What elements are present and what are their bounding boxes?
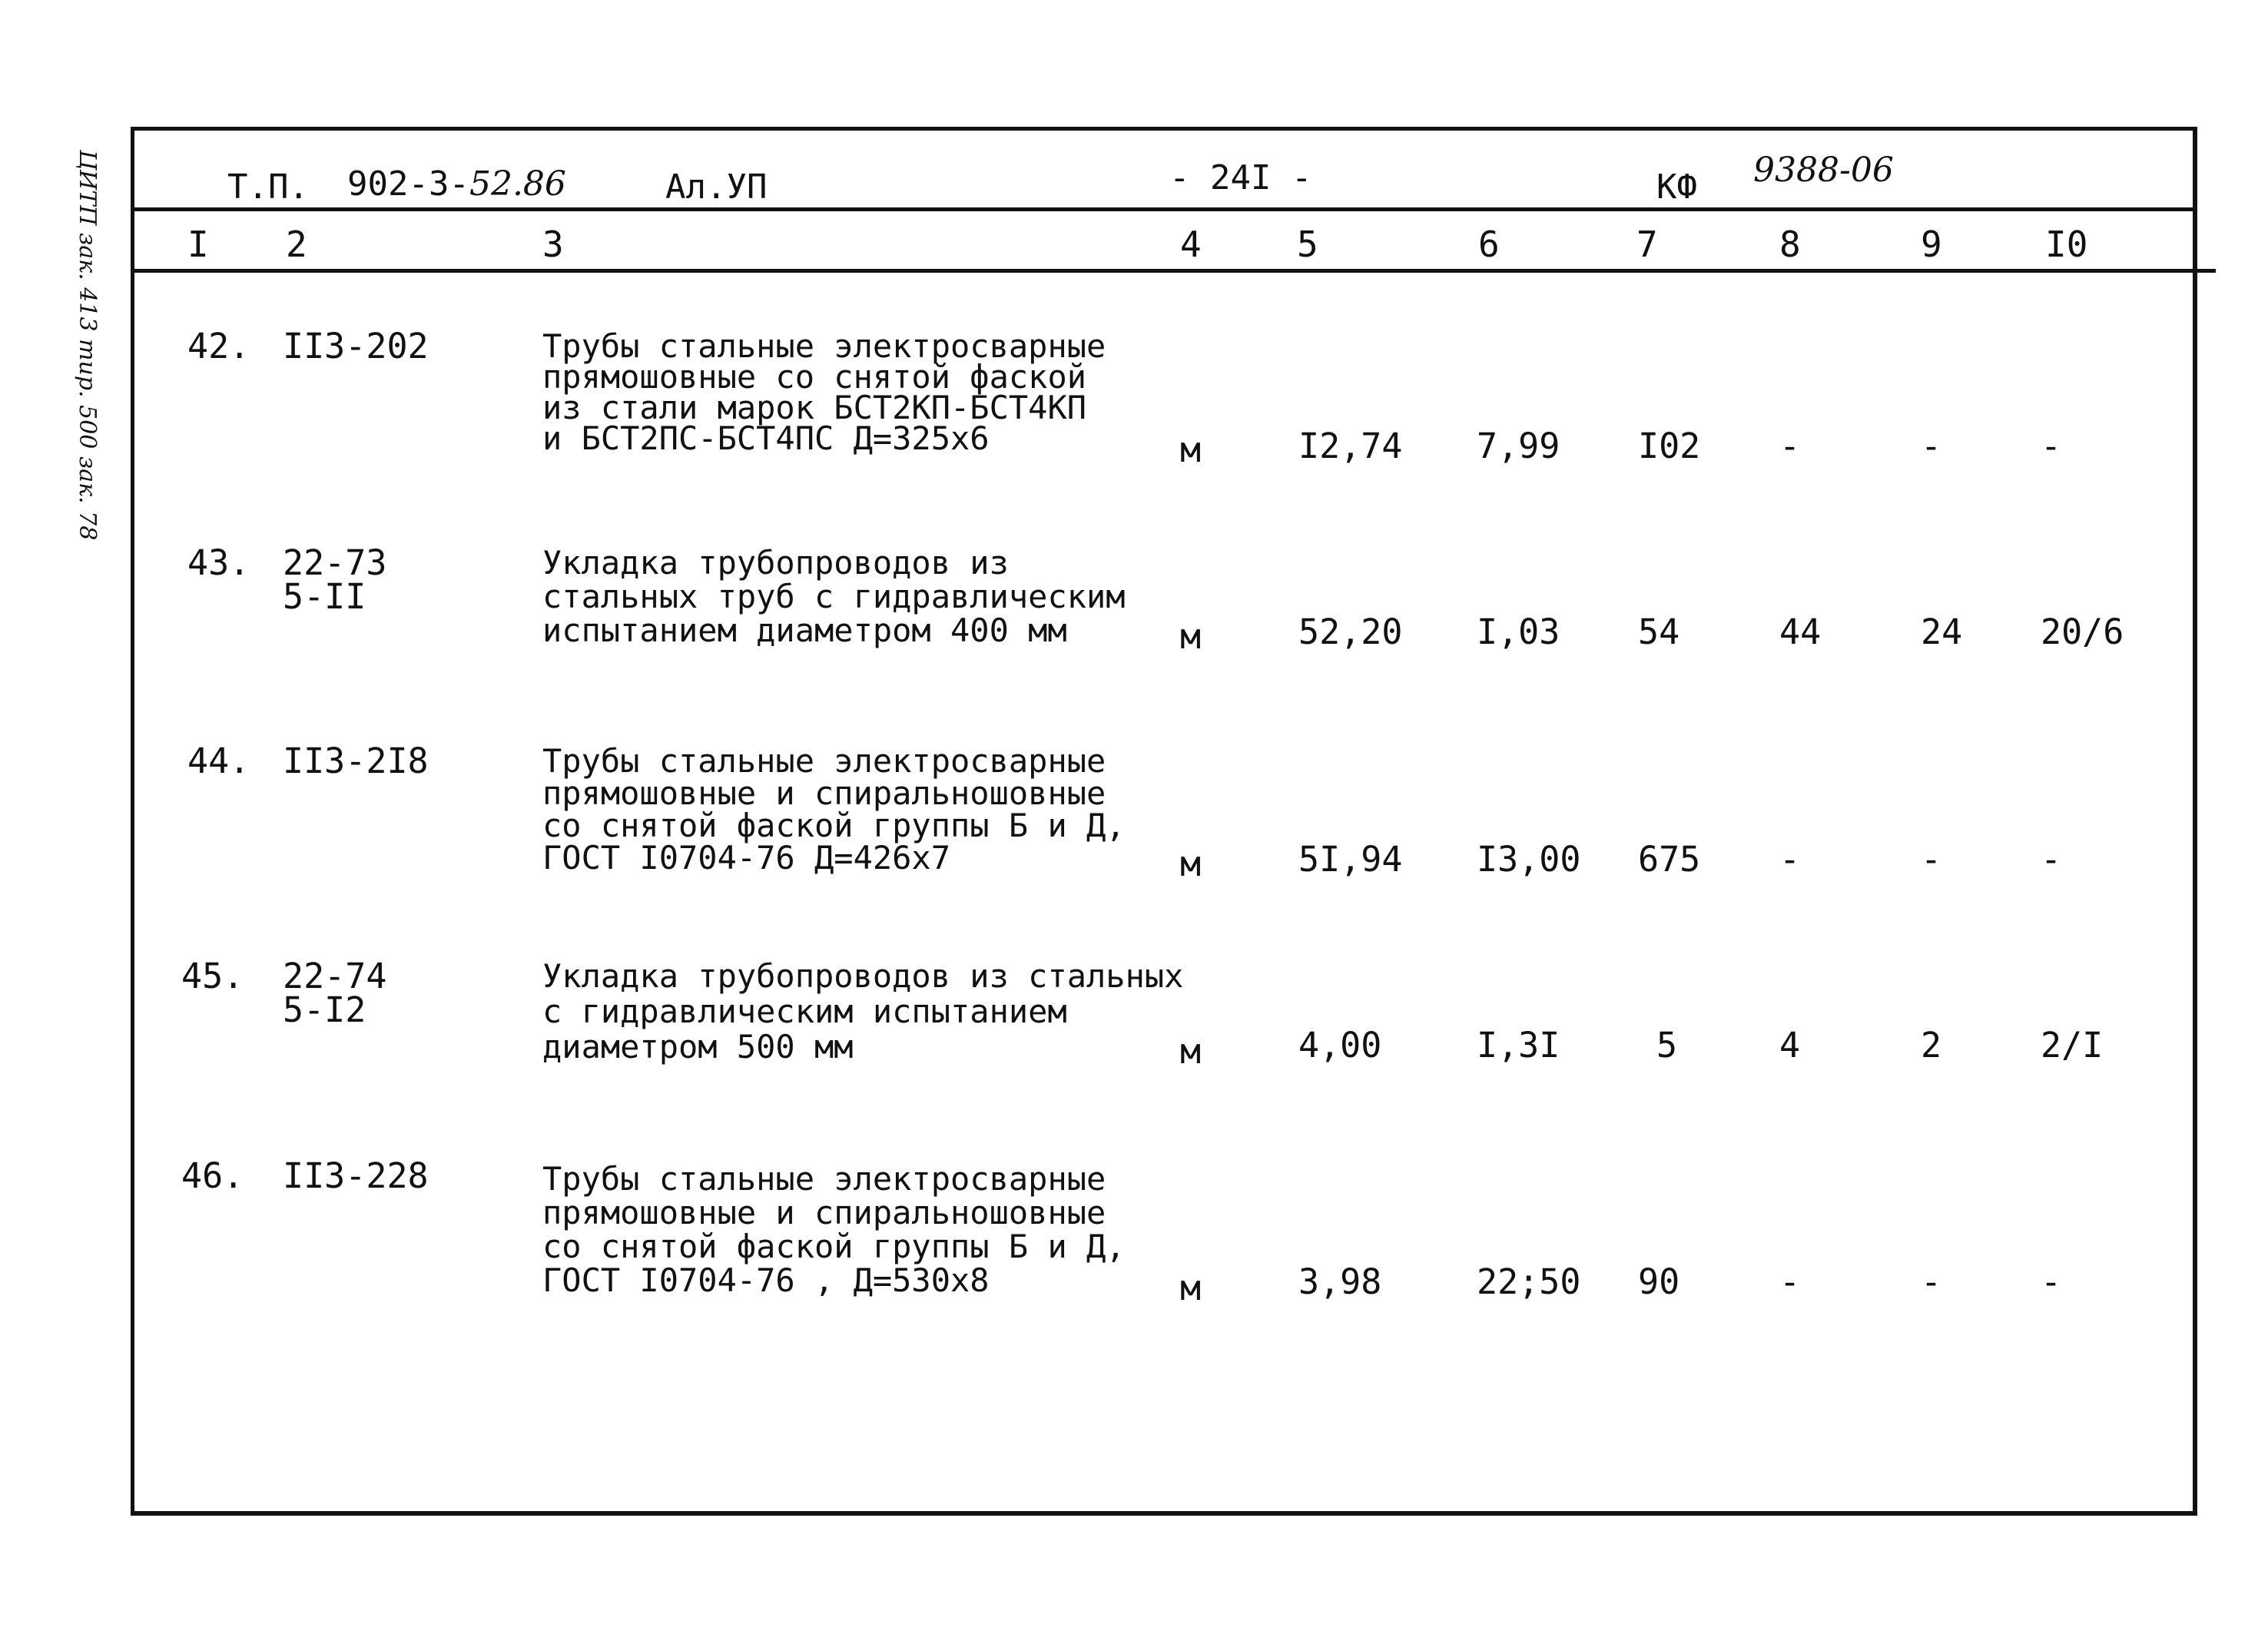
row-description-line: Укладка трубопроводов из xyxy=(542,544,1009,582)
sheet-number-handwritten: 9388-06 xyxy=(1753,151,1894,190)
row-col5: 4,00 xyxy=(1298,1025,1382,1066)
row-col10: 2/I xyxy=(2041,1025,2104,1066)
row-col6: I,03 xyxy=(1477,612,1560,652)
album-label: Ал.УП xyxy=(665,167,768,207)
row-description-line: прямошовные и спиральношовные xyxy=(542,1194,1106,1231)
row-col5: 5I,94 xyxy=(1298,839,1403,880)
row-number: 45. xyxy=(181,956,244,996)
column-header-7: 7 xyxy=(1636,224,1658,265)
row-col8: - xyxy=(1779,839,1801,880)
row-col10: 20/6 xyxy=(2041,612,2124,652)
row-description-line: прямошовные и спиральношовные xyxy=(542,774,1106,812)
page-number: - 24I - xyxy=(1169,158,1312,197)
column-header-10: I0 xyxy=(2045,224,2088,265)
row-description-line: диаметром 500 мм xyxy=(542,1028,854,1066)
row-col10: - xyxy=(2041,1261,2062,1302)
row-col7: 5 xyxy=(1656,1025,1678,1066)
column-header-9: 9 xyxy=(1921,224,1942,265)
row-description-line: стальных труб с гидравлическим xyxy=(542,578,1126,615)
row-col6: I3,00 xyxy=(1477,839,1581,880)
row-col8: 4 xyxy=(1779,1025,1801,1066)
column-header-3: 3 xyxy=(542,224,564,265)
row-col10: - xyxy=(2041,839,2062,880)
row-col9: 24 xyxy=(1921,612,1963,652)
row-col6: 7,99 xyxy=(1477,426,1560,466)
row-col9: - xyxy=(1921,426,1942,466)
row-code: 22-73 xyxy=(283,542,387,583)
row-code: II3-202 xyxy=(283,326,429,366)
row-code: 5-II xyxy=(283,576,366,617)
row-description-line: прямошовные со снятой фаской xyxy=(542,358,1087,396)
row-unit: м xyxy=(1180,1031,1202,1072)
row-description-line: испытанием диаметром 400 мм xyxy=(542,612,1067,649)
header-divider xyxy=(132,207,2197,211)
row-unit: м xyxy=(1180,429,1202,470)
column-header-6: 6 xyxy=(1478,224,1500,265)
row-col10: - xyxy=(2041,426,2062,466)
row-description-line: из стали марок БСТ2КП-БСТ4КП xyxy=(542,389,1087,426)
row-col7: I02 xyxy=(1638,426,1701,466)
row-col8: - xyxy=(1779,1261,1801,1302)
column-header-4: 4 xyxy=(1180,224,1202,265)
row-col9: 2 xyxy=(1921,1025,1942,1066)
row-unit: м xyxy=(1180,616,1202,657)
row-col7: 90 xyxy=(1638,1261,1680,1302)
row-code: 22-74 xyxy=(283,956,387,996)
row-description-line: со снятой фаской группы Б и Д, xyxy=(542,1228,1126,1265)
row-description-line: Трубы стальные электросварные xyxy=(542,742,1106,780)
row-unit: м xyxy=(1180,844,1202,884)
row-description-line: Трубы стальные электросварные xyxy=(542,1160,1106,1198)
row-code: II3-228 xyxy=(283,1155,429,1196)
row-col5: 52,20 xyxy=(1298,612,1403,652)
row-unit: м xyxy=(1180,1268,1202,1308)
row-description-line: ГОСТ I0704-76 Д=426х7 xyxy=(542,839,951,877)
row-number: 42. xyxy=(187,326,250,366)
row-col8: - xyxy=(1779,426,1801,466)
row-col9: - xyxy=(1921,839,1942,880)
row-col6: I,3I xyxy=(1477,1025,1560,1066)
row-description-line: со снятой фаской группы Б и Д, xyxy=(542,807,1126,844)
row-description-line: и БСТ2ПС-БСТ4ПС Д=325х6 xyxy=(542,419,990,457)
column-header-2: 2 xyxy=(286,224,307,265)
row-description-line: Укладка трубопроводов из стальных xyxy=(542,957,1184,995)
row-number: 44. xyxy=(187,741,250,781)
row-col6: 22;50 xyxy=(1477,1261,1581,1302)
column-header-8: 8 xyxy=(1779,224,1801,265)
row-number: 46. xyxy=(181,1155,244,1196)
doc-type: Т.П. xyxy=(227,167,309,207)
project-number-handwritten: 52.86 xyxy=(469,164,566,204)
column-header-5: 5 xyxy=(1297,224,1318,265)
project-number xyxy=(347,164,566,204)
side-stamp-note: ЦИТП зак. 413 тир. 500 зак. 78 xyxy=(74,150,101,541)
row-col8: 44 xyxy=(1779,612,1822,652)
row-col9: - xyxy=(1921,1261,1942,1302)
row-description-line: с гидравлическим испытанием xyxy=(542,993,1067,1030)
project-number-printed: 902-3- xyxy=(347,164,469,204)
row-col7: 54 xyxy=(1638,612,1680,652)
column-header-1: I xyxy=(187,224,209,265)
row-col5: 3,98 xyxy=(1298,1261,1382,1302)
row-col7: 675 xyxy=(1638,839,1701,880)
table-frame xyxy=(131,127,2197,1516)
column-header-divider xyxy=(132,269,2216,273)
row-number: 43. xyxy=(187,542,250,583)
row-code: 5-I2 xyxy=(283,989,366,1030)
sheet-prefix: КФ xyxy=(1656,167,1697,207)
row-code: II3-2I8 xyxy=(283,741,429,781)
row-col5: I2,74 xyxy=(1298,426,1403,466)
row-description-line: ГОСТ I0704-76 , Д=530х8 xyxy=(542,1261,990,1299)
row-description-line: Трубы стальные электросварные xyxy=(542,327,1106,365)
